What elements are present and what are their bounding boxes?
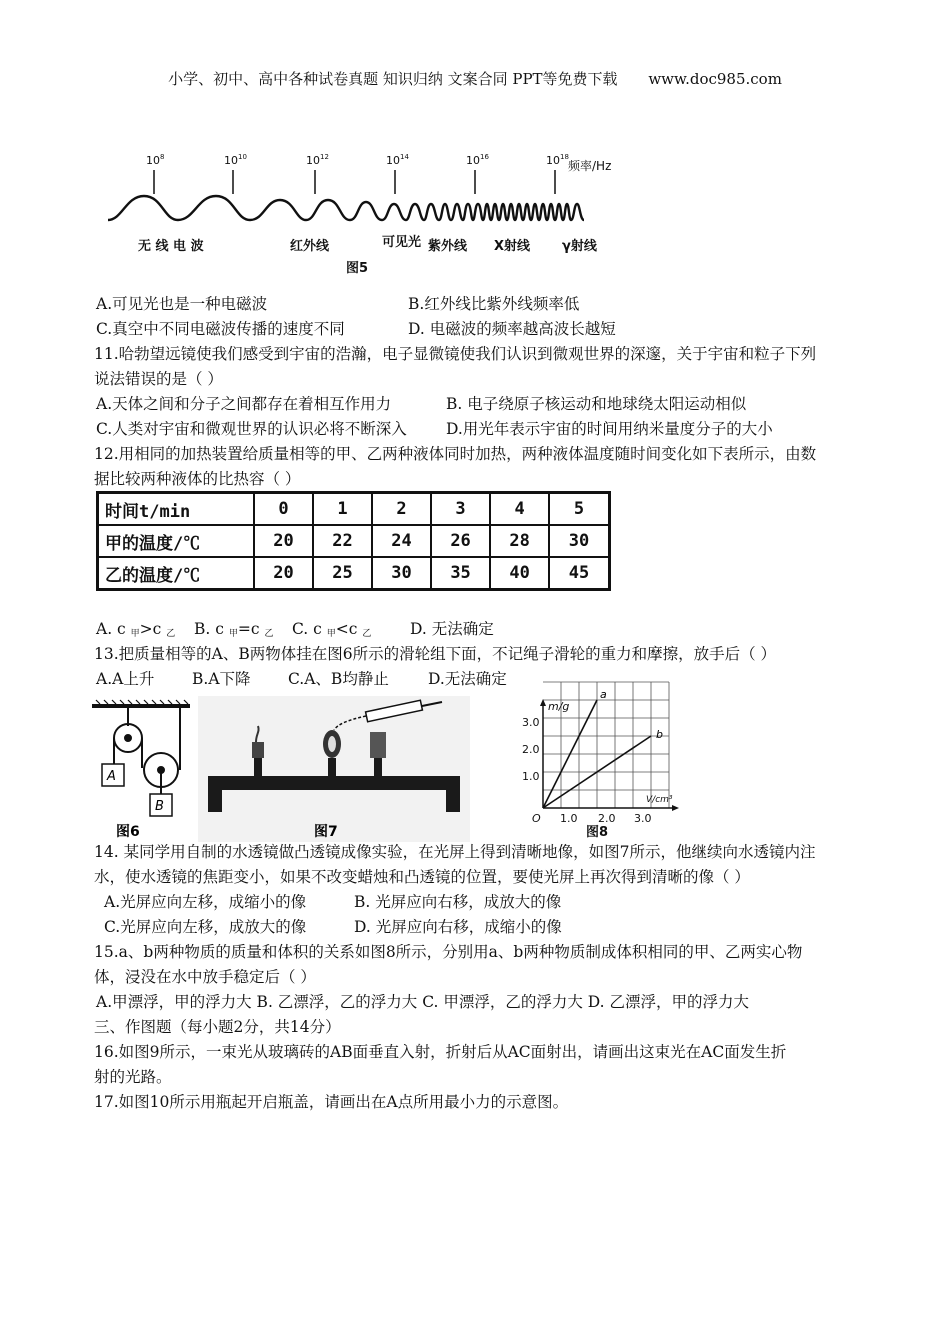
q14-option-d: D. 光屏应向右移，成缩小的像 (354, 918, 562, 936)
origin-label: O (532, 812, 541, 825)
q14-row1 (104, 892, 561, 912)
q14-option-b: B. 光屏应向右移，成放大的像 (354, 893, 562, 911)
q11-option-c: C.人类对宇宙和微观世界的认识必将不断深入 (96, 420, 407, 438)
q12-stem-1: 12.用相同的加热装置给质量相等的甲、乙两种液体同时加热，两种液体温度随时间变化如下表所示，由数 (94, 445, 817, 463)
table-cell: 5 (549, 493, 609, 526)
freq-label: $10^8$ (146, 153, 165, 167)
q16-line-1: 16.如图9所示，一束光从玻璃砖的AB面垂直入射，折射后从AC面射出，请画出这束光在AC面发生折 (94, 1043, 787, 1061)
temperature-table (96, 491, 611, 591)
q10-row1 (96, 294, 579, 314)
figure-5-caption: 图5 (346, 261, 369, 276)
q11-option-b: B. 电子绕原子核运动和地球绕太阳运动相似 (446, 395, 747, 413)
x-tick-label: 1.0 (560, 812, 578, 825)
q10-row2 (96, 319, 616, 339)
x-axis-label: V/cm³ (646, 795, 673, 805)
header-text: 小学、初中、高中各种试卷真题 知识归纳 文案合同 PPT等免费下载 (168, 70, 618, 88)
q15-options: A.甲漂浮，甲的浮力大 B. 乙漂浮，乙的浮力大 C. 甲漂浮，乙的浮力大 D. 乙漂浮，甲的浮力大 (96, 993, 750, 1011)
q13-option-b: B.A下降 (192, 670, 251, 688)
q10-option-c: C.真空中不同电磁波传播的速度不同 (96, 320, 345, 338)
figure-7-caption: 图7 (314, 824, 338, 840)
q14-stem-1: 14. 某同学用自制的水透镜做凸透镜成像实验，在光屏上得到清晰地像，如图7所示，他继续向水透镜内注 (94, 843, 816, 861)
table-cell: 35 (431, 557, 490, 590)
q15-stem-1: 15.a、b两种物质的质量和体积的关系如图8所示，分别用a、b两种物质制成体积相同的甲、乙两实心物 (94, 943, 803, 961)
q13-options (96, 669, 507, 689)
x-tick-label: 2.0 (598, 812, 616, 825)
table-cell: 25 (313, 557, 372, 590)
table-cell: 2 (372, 493, 431, 526)
q14-option-a: A.光屏应向左移，成缩小的像 (104, 893, 307, 911)
freq-label: $10^{18}$ (546, 153, 569, 167)
table-cell: 1 (313, 493, 372, 526)
figure-6-caption: 图6 (116, 824, 140, 840)
table-row (98, 557, 610, 590)
table-cell: 26 (431, 525, 490, 557)
q10-option-d: D. 电磁波的频率越高波长越短 (408, 320, 616, 338)
table-row (98, 525, 610, 557)
band-gamma: γ射线 (562, 239, 597, 254)
band-visible: 可见光 (382, 235, 422, 250)
q11-row2 (96, 419, 773, 439)
q13-option-a: A.A上升 (96, 670, 155, 688)
freq-label: $10^{12}$ (306, 153, 329, 167)
table-cell: 40 (490, 557, 549, 590)
q12-stem-2: 据比较两种液体的比热容（ ） (94, 470, 301, 488)
q11-option-a: A.天体之间和分子之间都存在着相互作用力 (96, 395, 392, 413)
block-b-label: B (155, 799, 164, 814)
series-a-label: a (600, 688, 607, 701)
freq-label: $10^{14}$ (386, 153, 409, 167)
table-cell: 20 (254, 557, 313, 590)
q14-row2 (104, 917, 562, 937)
q11-stem-1: 11.哈勃望远镜使我们感受到宇宙的浩瀚，电子显微镜使我们认识到微观世界的深邃，关于宇宙和粒子下列 (94, 345, 817, 363)
table-cell: 3 (431, 493, 490, 526)
q12-options (96, 619, 494, 644)
series-b-label: b (656, 728, 663, 741)
table-row (98, 493, 610, 526)
y-tick-label: 3.0 (522, 716, 540, 729)
table-cell: 20 (254, 525, 313, 557)
q11-stem-2: 说法错误的是（ ） (94, 370, 223, 388)
q10-option-a: A.可见光也是一种电磁波 (96, 295, 268, 313)
q12-option-a: A. c $_甲$>c $_乙$ (96, 620, 176, 639)
q11-option-d: D.用光年表示宇宙的时间用纳米量度分子的大小 (446, 420, 773, 438)
table-cell: 4 (490, 493, 549, 526)
figure-8-chart (516, 688, 692, 840)
q14-stem-2: 水，使水透镜的焦距变小，如果不改变蜡烛和凸透镜的位置，要使光屏上再次得到清晰的像（ ） (94, 868, 750, 886)
y-tick-label: 2.0 (522, 743, 540, 756)
q12-option-b: B. c $_甲$=c $_乙$ (194, 620, 274, 639)
figure-8-caption: 图8 (586, 825, 609, 840)
header-site: www.doc985.com (648, 70, 782, 88)
q10-option-b: B.红外线比紫外线频率低 (408, 295, 580, 313)
page-header (0, 68, 950, 89)
q16-line-2: 射的光路。 (94, 1068, 172, 1086)
table-cell: 30 (549, 525, 609, 557)
q12-option-d: D. 无法确定 (410, 620, 494, 638)
q13-stem: 13.把质量相等的A、B两物体挂在图6所示的滑轮组下面，不记绳子滑轮的重力和摩擦，放手后（ ） (94, 645, 777, 663)
em-wave (108, 196, 584, 220)
band-infrared: 红外线 (290, 239, 330, 254)
table-cell: 乙的温度/℃ (98, 557, 255, 590)
figure-5-spectrum (94, 142, 624, 280)
table-cell: 24 (372, 525, 431, 557)
table-cell: 30 (372, 557, 431, 590)
figure-6-pulley (90, 698, 195, 840)
q12-option-c: C. c $_甲$<c $_乙$ (292, 620, 372, 639)
y-axis-label: m/g (548, 700, 570, 713)
q15-stem-2: 体，浸没在水中放手稳定后（ ） (94, 968, 316, 986)
table-cell: 时间t/min (98, 493, 255, 526)
q13-option-c: C.A、B均静止 (288, 670, 389, 688)
table-cell: 0 (254, 493, 313, 526)
q14-option-c: C.光屏应向左移，成放大的像 (104, 918, 307, 936)
table-cell: 22 (313, 525, 372, 557)
block-a-label: A (107, 769, 116, 784)
q13-option-d: D.无法确定 (428, 670, 507, 688)
freq-label: $10^{10}$ (224, 153, 247, 167)
table-cell: 28 (490, 525, 549, 557)
section-3-title: 三、作图题（每小题2分，共14分） (94, 1018, 341, 1036)
x-tick-label: 3.0 (634, 812, 652, 825)
band-radio: 无 线 电 波 (138, 239, 204, 254)
figure-7-optical-bench (198, 696, 470, 842)
band-xray: X射线 (494, 239, 531, 254)
q11-row1 (96, 394, 746, 414)
band-ultraviolet: 紫外线 (428, 239, 468, 254)
freq-label: $10^{16}$ (466, 153, 489, 167)
q17-line: 17.如图10所示用瓶起开启瓶盖，请画出在A点所用最小力的示意图。 (94, 1093, 569, 1111)
table-cell: 甲的温度/℃ (98, 525, 255, 557)
freq-unit: 频率/Hz (568, 159, 612, 173)
y-tick-label: 1.0 (522, 770, 540, 783)
table-cell: 45 (549, 557, 609, 590)
